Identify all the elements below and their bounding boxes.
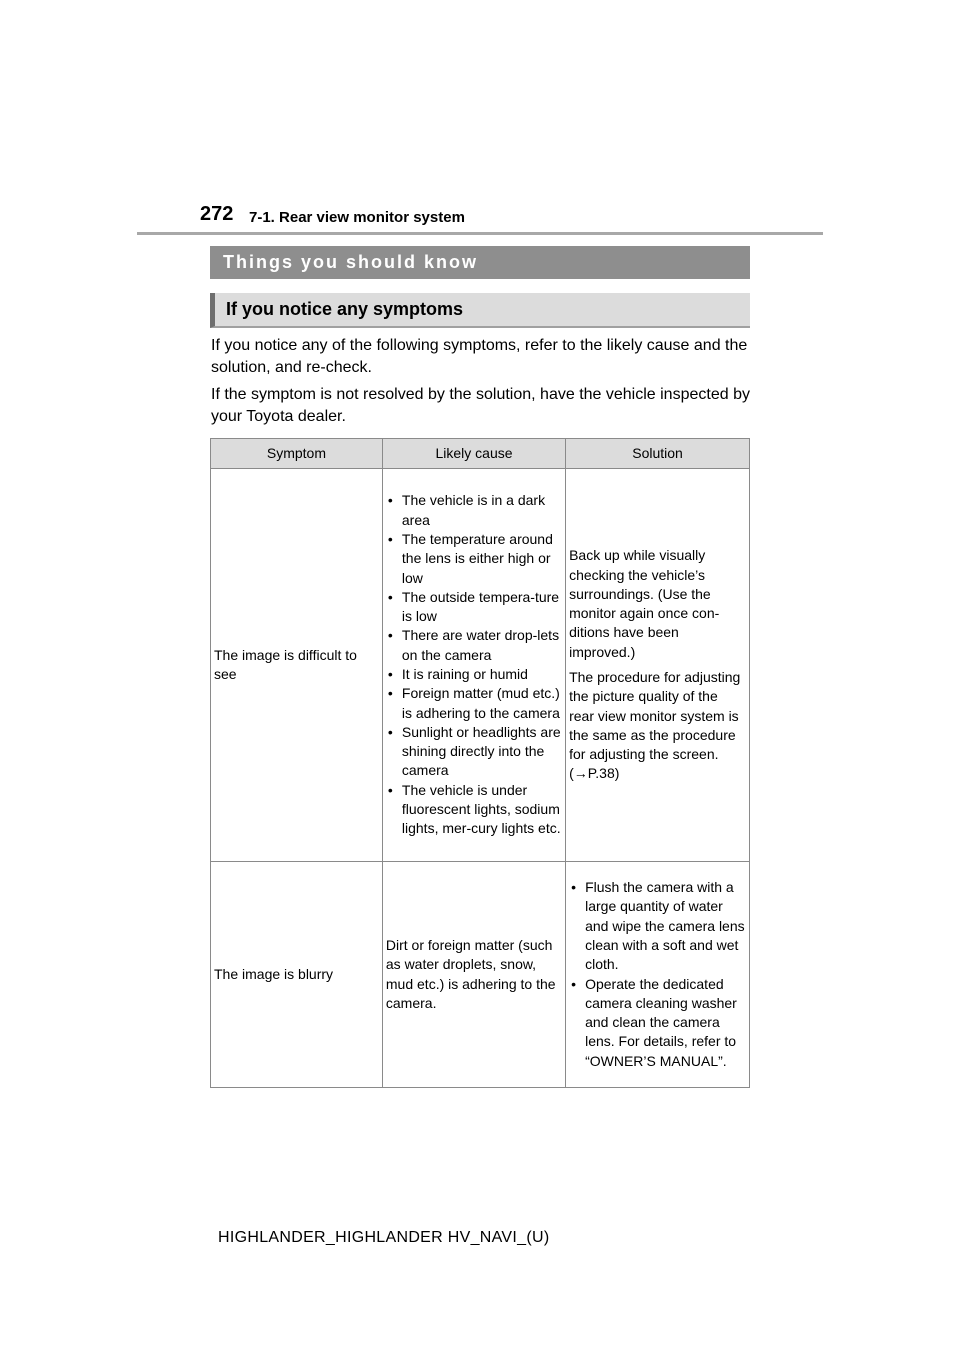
- solution-cell: [566, 862, 750, 1088]
- list-item: • The vehicle is in a dark area: [386, 491, 562, 530]
- column-header-likely-cause: Likely cause: [382, 439, 565, 469]
- document-footer: HIGHLANDER_HIGHLANDER HV_NAVI_(U): [218, 1229, 550, 1246]
- solution-cell: [566, 469, 750, 862]
- list-item: • The temperature around the lens is either high or low: [386, 530, 562, 588]
- symptoms-table: [210, 438, 750, 1088]
- likely-cause-cell: [382, 469, 565, 862]
- likely-cause-cell: Dirt or foreign matter (such as water droplets, snow, mud etc.) is adhering to the camera.: [382, 862, 565, 1088]
- list-item: • There are water drop-lets on the camera: [386, 626, 562, 665]
- page-header: [0, 0, 960, 240]
- table-header-row: [211, 439, 750, 469]
- cause-list: [386, 491, 562, 838]
- table-row: [211, 862, 750, 1088]
- intro-paragraph-1: If you notice any of the following symptoms, refer to the likely cause and the solution, and re-check.: [211, 337, 748, 376]
- header-divider: [137, 232, 823, 235]
- list-item: • Operate the dedicated camera cleaning washer and clean the camera lens. For details, refer to “OWNER’S MANUAL”.: [569, 975, 746, 1071]
- list-item: • It is raining or humid: [386, 665, 562, 684]
- solution-paragraph: The procedure for adjusting the picture quality of the rear view monitor system is the same as the procedure for adjusting the screen. (→P.38): [569, 669, 741, 782]
- section-banner: Things you should know: [210, 246, 750, 279]
- section-title: 7-1. Rear view monitor system: [249, 209, 465, 226]
- column-header-solution: Solution: [566, 439, 750, 469]
- solution-list: [569, 878, 746, 1071]
- symptom-cell: The image is difficult to see: [211, 469, 383, 862]
- solution-paragraph: Back up while visually checking the vehicle’s surroundings. (Use the monitor again once con-ditions have been improved.): [569, 547, 720, 660]
- list-item: • Foreign matter (mud etc.) is adhering to the camera: [386, 684, 562, 723]
- intro-paragraph-2: If the symptom is not resolved by the solution, have the vehicle inspected by your Toyota dealer.: [211, 386, 750, 425]
- page-number: 272: [200, 203, 234, 225]
- table-row: [211, 469, 750, 862]
- list-item: • The outside tempera-ture is low: [386, 588, 562, 627]
- symptom-cell: The image is blurry: [211, 862, 383, 1088]
- subheading: If you notice any symptoms: [210, 293, 750, 328]
- list-item: • Flush the camera with a large quantity of water and wipe the camera lens clean with a soft and wet cloth.: [569, 878, 746, 974]
- list-item: • Sunlight or headlights are shining directly into the camera: [386, 723, 562, 781]
- list-item: • The vehicle is under fluorescent lights, sodium lights, mer-cury lights etc.: [386, 781, 562, 839]
- column-header-symptom: Symptom: [211, 439, 383, 469]
